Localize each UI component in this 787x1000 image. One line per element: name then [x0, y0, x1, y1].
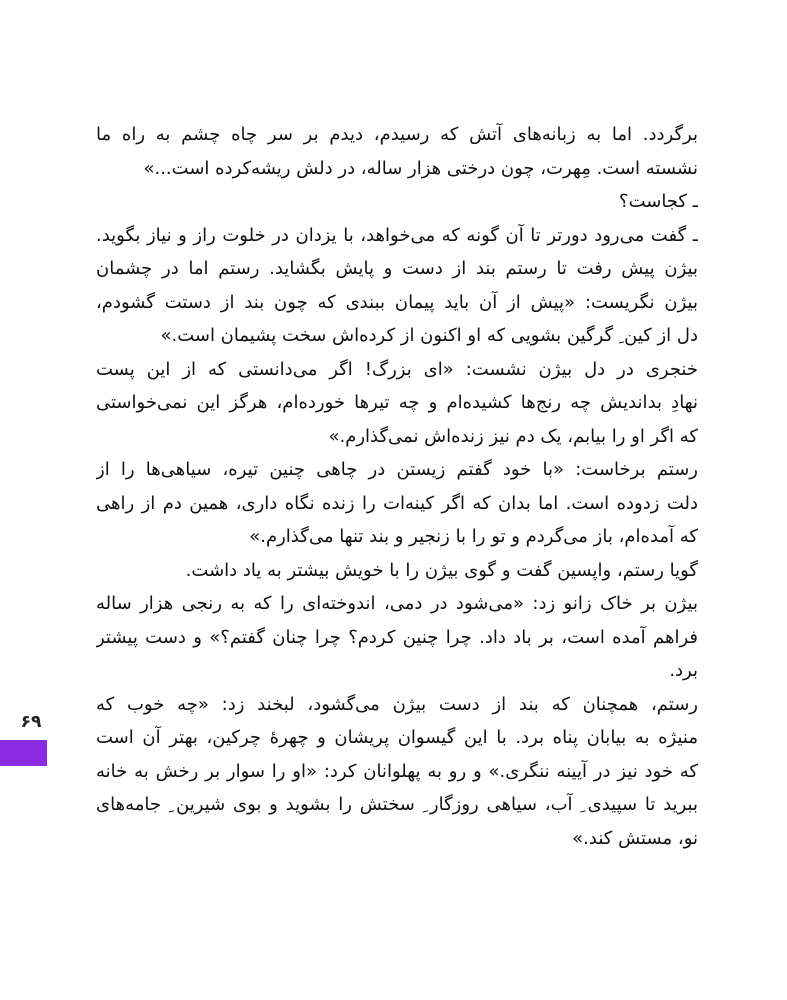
text-line: دل از کین ِ گرگین بشویی که او اکنون از کرده‌اش سخت پشیمان است.»	[160, 325, 698, 346]
text-line: رستم برخاست: «با خود گفتم زیستن در چاهی چنین تیره، سیاهی‌ها را از	[96, 459, 698, 480]
text-line: نهادِ بداندیش چه رنج‌ها کشیده‌ام و چه تیرها خورده‌ام، هرگز این نمی‌خواستی	[96, 392, 698, 413]
text-line: ببرید تا سپیدی ِ آب، سیاهی روزگار ِ سختش را بشوید و بوی شیرین ِ جامه‌های	[96, 794, 698, 815]
text-line: ـ گفت می‌رود دورتر تا آن گونه که می‌خواهد، با یزدان در خلوت راز و نیاز بگوید.	[96, 224, 698, 246]
text-line: که اگر او را بیابم، یک دم نیز زنده‌اش نمی‌گذارم.»	[328, 425, 698, 447]
page-edge-tab	[0, 740, 47, 766]
page-number: ۶۹	[20, 712, 42, 732]
text-line: نشسته است. مِهرت، چون درختی هزار ساله، در دلش ریشه‌کرده است...»	[143, 157, 698, 179]
text-line: خنجری در دل بیژن نشست: «ای بزرگ! اگر می‌دانستی که از این پست	[96, 358, 698, 380]
text-line: گویا رستم، واپسین گفت و گوی بیژن را با خویش بیشتر به یاد داشت.	[185, 559, 698, 581]
text-line: ـ کجاست؟	[619, 191, 698, 212]
text-line: بیژن پیش رفت تا رستم بند از دست و پایش بگشاید. رستم اما در چشمان	[96, 258, 698, 279]
text-line: بیژن بر خاک زانو زد: «می‌شود در دمی، اندوخته‌ای را که به رنجی هزار ساله	[96, 593, 698, 614]
text-line: فراهم آمده است، بر باد داد. چرا چنین کردم؟ چرا چنان گفتم؟» و دست پیشتر	[96, 626, 698, 648]
text-line: بیژن نگریست: «پیش از آن باید پیمان ببندی که چون بند از دستت گشودم،	[96, 291, 698, 313]
text-line: رستم، همچنان که بند از دست بیژن می‌گشود، لبخند زد: «چه خوب که	[96, 693, 698, 715]
text-line: برگردد. اما به زبانه‌های آتش که رسیدم، دیدم بر سر چاه چشم به راه ما	[96, 124, 698, 145]
text-line: منیژه به بیابان پناه برد. با این گیسوان پریشان و چهرهٔ چرکین، بهتر آن است	[96, 727, 698, 748]
text-line: که آمده‌ام، باز می‌گردم و تو را با زنجیر و بند تنها می‌گذارم.»	[249, 526, 698, 547]
body-text	[96, 118, 698, 855]
text-line: که خود نیز در آیینه ننگری.» و رو به پهلوانان کرد: «او را سوار بر رخش به خانه	[96, 760, 698, 782]
text-line: برد.	[669, 660, 698, 681]
text-line: نو، مستش کند.»	[572, 827, 698, 849]
text-line: دلت زدوده است. اما بدان که اگر کینه‌ات را زنده نگاه داری، همین دم از راهی	[96, 492, 698, 514]
